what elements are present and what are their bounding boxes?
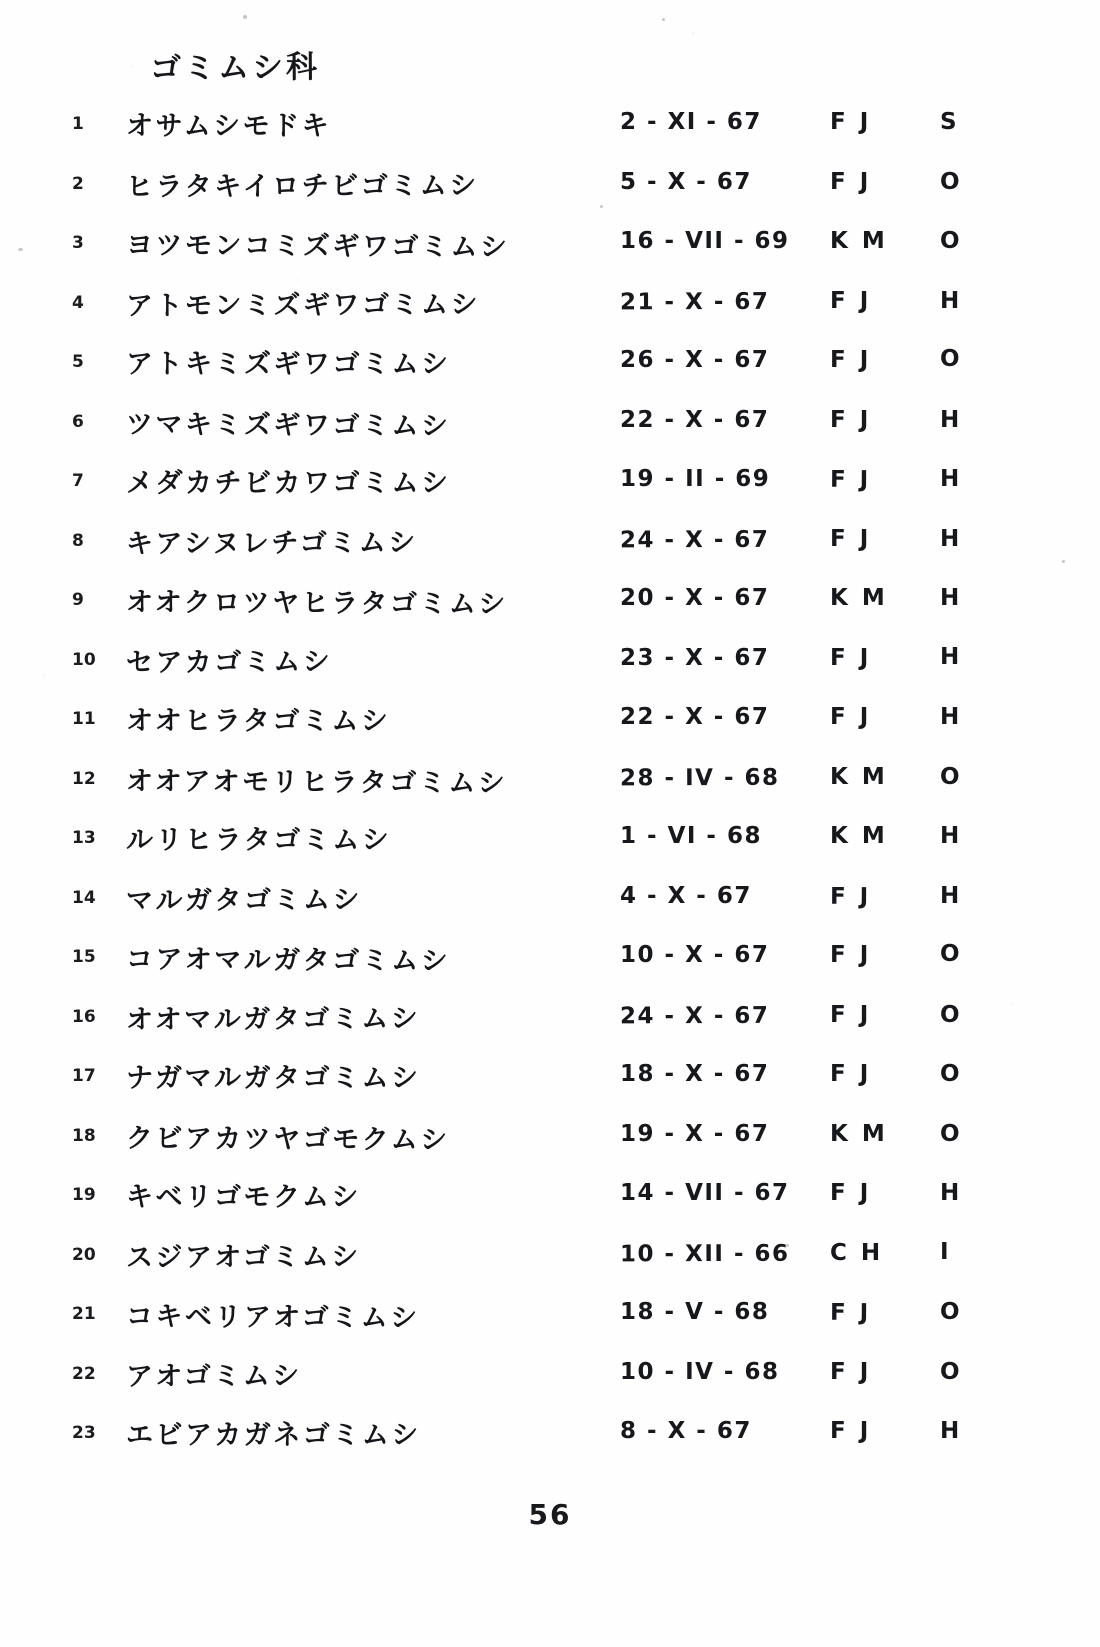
collector-initials: K M: [830, 1120, 888, 1147]
record-code: H: [940, 406, 960, 433]
row-number: 21: [72, 1304, 96, 1324]
collection-date: 22 - X - 67: [620, 406, 770, 433]
record-code: O: [940, 346, 960, 372]
collector-initials: F J: [830, 1180, 872, 1206]
table-row: [0, 874, 1100, 934]
collector-initials: F J: [829, 883, 872, 910]
species-name: オオクロツヤヒラタゴミムシ: [125, 587, 508, 620]
row-number: 7: [72, 471, 84, 491]
table-row: [0, 457, 1100, 517]
species-name: エビアカガネゴミムシ: [126, 1420, 421, 1451]
collector-initials: K M: [830, 763, 888, 790]
record-code: O: [940, 1120, 960, 1147]
collector-initials: F J: [830, 109, 872, 135]
species-name: アオゴミムシ: [125, 1360, 302, 1392]
scan-speck: [243, 15, 247, 19]
collection-date: 18 - V - 68: [620, 1299, 770, 1325]
row-number: 11: [72, 709, 96, 729]
row-number: 9: [72, 590, 84, 610]
collection-date: 19 - II - 69: [620, 466, 771, 492]
row-number: 6: [72, 411, 84, 432]
species-name: アトモンミズギワゴミムシ: [125, 288, 481, 322]
collection-date: 21 - X - 67: [619, 288, 770, 315]
table-row: [0, 814, 1100, 874]
collector-initials: F J: [830, 525, 872, 552]
species-name: ナガマルガタゴミムシ: [126, 1063, 421, 1094]
record-code: H: [940, 466, 960, 492]
row-number: 20: [72, 1244, 96, 1265]
row-number: 3: [72, 233, 84, 253]
row-number: 17: [72, 1066, 96, 1086]
record-code: S: [940, 109, 957, 135]
species-name: コキベリアオゴミムシ: [125, 1301, 420, 1334]
row-number: 2: [72, 173, 84, 194]
table-row: [0, 933, 1100, 993]
row-number: 8: [72, 530, 84, 551]
table-row: [0, 1052, 1100, 1112]
record-code: H: [940, 823, 960, 849]
table-row: [0, 993, 1100, 1053]
row-number: 12: [72, 768, 96, 789]
table-row: [0, 338, 1100, 398]
table-row: [0, 517, 1100, 577]
collector-initials: F J: [829, 466, 872, 493]
record-code: H: [940, 882, 960, 909]
table-row: [0, 398, 1100, 458]
species-name: ツマキミズギワゴミムシ: [125, 408, 451, 442]
record-code: O: [940, 228, 960, 254]
collector-initials: F J: [830, 406, 872, 433]
species-name: クビアカツヤゴモクムシ: [125, 1122, 450, 1156]
scan-speck: [600, 205, 603, 208]
species-name: ヒラタキイロチビゴミムシ: [125, 169, 479, 203]
table-row: [0, 695, 1100, 755]
collection-date: 24 - X - 67: [619, 1002, 770, 1029]
collection-date: 19 - X - 67: [620, 1120, 770, 1147]
species-name: メダカチビカワゴミムシ: [126, 468, 451, 499]
species-name: オオヒラタゴミムシ: [126, 706, 391, 737]
collector-initials: F J: [830, 644, 872, 671]
collector-initials: F J: [830, 942, 872, 968]
record-code: H: [940, 1418, 960, 1444]
collector-initials: F J: [830, 347, 872, 373]
row-number: 13: [72, 828, 96, 848]
record-code: H: [940, 704, 960, 730]
record-code: O: [940, 1001, 960, 1028]
collector-initials: F J: [829, 1299, 872, 1326]
collector-initials: F J: [830, 1418, 872, 1444]
collection-date: 22 - X - 67: [620, 704, 770, 730]
table-row: [0, 755, 1100, 815]
collection-date: 28 - IV - 68: [619, 764, 780, 791]
collection-date: 4 - X - 67: [620, 882, 752, 909]
table-row: [0, 576, 1100, 636]
row-number: 16: [72, 1006, 96, 1027]
table-row: [0, 160, 1100, 220]
species-name: マルガタゴミムシ: [125, 883, 363, 917]
scan-speck: [786, 1244, 789, 1247]
collector-initials: C H: [830, 1239, 884, 1266]
collection-date: 2 - XI - 67: [620, 109, 762, 135]
row-number: 10: [72, 649, 96, 670]
table-row: [0, 219, 1100, 279]
species-name: キアシヌレチゴミムシ: [125, 526, 418, 560]
species-name: オサムシモドキ: [126, 111, 332, 142]
scan-speck: [18, 248, 23, 251]
table-row: [0, 1290, 1100, 1350]
row-number: 18: [72, 1125, 96, 1146]
row-number: 1: [72, 114, 84, 134]
collector-initials: F J: [830, 1001, 872, 1028]
collection-date: 20 - X - 67: [620, 585, 770, 611]
collection-date: 23 - X - 67: [620, 644, 770, 671]
table-row: [0, 1171, 1100, 1231]
table-row: [0, 100, 1100, 160]
page-number: 56: [528, 1498, 572, 1531]
record-code: O: [940, 763, 960, 790]
species-name: キベリゴモクムシ: [126, 1182, 361, 1213]
collector-initials: F J: [830, 168, 872, 195]
species-name: アトキミズギワゴミムシ: [126, 349, 451, 380]
collection-date: 1 - VI - 68: [620, 823, 762, 849]
row-number: 19: [72, 1185, 96, 1205]
collector-initials: F J: [830, 704, 872, 730]
row-number: 4: [72, 292, 84, 313]
record-code: O: [940, 1358, 960, 1385]
collection-date: 5 - X - 67: [620, 168, 752, 195]
record-code: O: [940, 168, 960, 195]
collection-date: 26 - X - 67: [620, 347, 770, 373]
collector-initials: K M: [830, 823, 888, 849]
collection-date: 14 - VII - 67: [620, 1180, 790, 1206]
collection-date: 18 - X - 67: [620, 1061, 770, 1087]
row-number: 5: [72, 352, 84, 372]
collection-date: 10 - XII - 66: [619, 1240, 790, 1267]
collector-initials: K M: [830, 585, 888, 611]
collector-initials: K M: [830, 228, 888, 254]
row-number: 14: [72, 887, 96, 908]
collection-date: 10 - X - 67: [620, 942, 770, 968]
table-row: [0, 279, 1100, 339]
row-number: 22: [72, 1363, 96, 1384]
row-number: 15: [72, 947, 96, 967]
species-name: ヨツモンコミズギワゴミムシ: [125, 229, 510, 264]
collector-initials: F J: [830, 287, 872, 314]
record-code: H: [940, 585, 960, 611]
scan-speck: [662, 18, 665, 21]
record-code: H: [940, 643, 960, 670]
table-row: [0, 1112, 1100, 1172]
collection-date: 24 - X - 67: [619, 526, 770, 553]
row-number: 23: [72, 1423, 96, 1443]
collection-date: 10 - IV - 68: [620, 1358, 780, 1385]
record-code: H: [940, 287, 960, 314]
collector-initials: F J: [830, 1061, 872, 1087]
table-row: [0, 636, 1100, 696]
table-row: [0, 1350, 1100, 1410]
record-code: O: [940, 1299, 960, 1325]
record-code: I: [940, 1238, 949, 1265]
family-title: ゴミムシ科: [149, 49, 321, 87]
collection-date: 16 - VII - 69: [620, 228, 790, 254]
collector-initials: F J: [830, 1358, 872, 1385]
record-code: O: [940, 1061, 960, 1087]
record-code: H: [940, 525, 960, 552]
table-row: [0, 1231, 1100, 1291]
record-code: H: [940, 1180, 960, 1206]
species-name: セアカゴミムシ: [125, 646, 333, 678]
species-name: オオマルガタゴミムシ: [125, 1002, 421, 1036]
species-name: コアオマルガタゴミムシ: [125, 944, 451, 977]
species-name: スジアオゴミムシ: [125, 1240, 361, 1274]
species-name: オオアオモリヒラタゴミムシ: [125, 765, 508, 799]
species-row-list: [0, 100, 1100, 1469]
table-row: [0, 1409, 1100, 1469]
record-code: O: [940, 941, 960, 967]
collection-date: 8 - X - 67: [620, 1418, 752, 1444]
species-name: ルリヒラタゴミムシ: [126, 825, 392, 856]
scan-speck: [1062, 560, 1065, 563]
